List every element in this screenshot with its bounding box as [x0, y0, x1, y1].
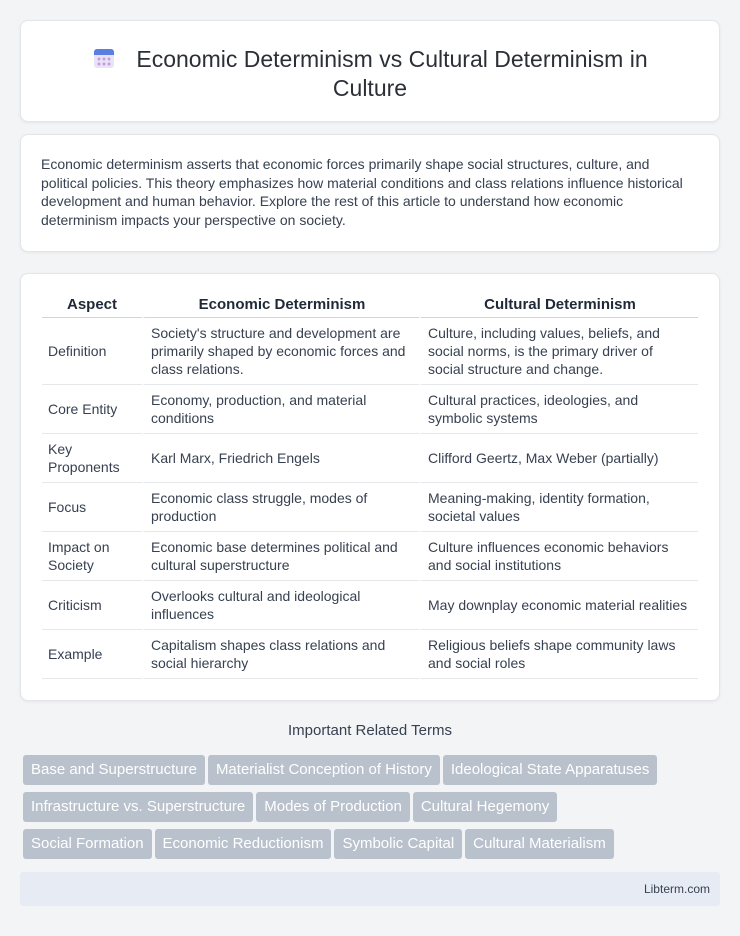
economic-cell: Economic class struggle, modes of production [142, 483, 419, 532]
economic-cell: Society's structure and development are primarily shaped by economic forces and class relations. [142, 318, 419, 385]
economic-cell: Capitalism shapes class relations and social hierarchy [142, 630, 419, 679]
table-row [42, 532, 698, 581]
related-term-tag[interactable]: Ideological State Apparatuses [443, 755, 657, 785]
aspect-cell: Example [42, 630, 142, 679]
cultural-cell: Cultural practices, ideologies, and symbolic systems [419, 385, 698, 434]
cultural-cell: May downplay economic material realities [419, 581, 698, 630]
related-term-tag[interactable]: Materialist Conception of History [208, 755, 440, 785]
cultural-cell: Clifford Geertz, Max Weber (partially) [419, 434, 698, 483]
related-terms-title: Important Related Terms [288, 722, 452, 739]
tag-row [23, 755, 723, 792]
table-row [42, 483, 698, 532]
related-term-tag[interactable]: Cultural Hegemony [413, 792, 557, 822]
related-term-tag[interactable]: Modes of Production [256, 792, 410, 822]
table-row [42, 385, 698, 434]
economic-cell: Karl Marx, Friedrich Engels [142, 434, 419, 483]
aspect-cell: Criticism [42, 581, 142, 630]
economic-cell: Economy, production, and material conditions [142, 385, 419, 434]
aspect-cell: Core Entity [42, 385, 142, 434]
comparison-table-card [20, 273, 720, 701]
table-row [42, 434, 698, 483]
table-row [42, 318, 698, 385]
related-term-tag[interactable]: Base and Superstructure [23, 755, 205, 785]
tag-row [23, 829, 723, 866]
title-card [20, 20, 720, 122]
economic-cell: Overlooks cultural and ideological influences [142, 581, 419, 630]
intro-paragraph: Economic determinism asserts that economic forces primarily shape social structures, culture, and political policies. This theory emphasizes how material conditions and class relations influence historical development and human behavior. Explore the rest of this article to understand how economic determinism impacts your perspective on society. [41, 156, 683, 228]
related-term-tag[interactable]: Economic Reductionism [155, 829, 332, 859]
cultural-cell: Religious beliefs shape community laws and social roles [419, 630, 698, 679]
related-term-tag[interactable]: Social Formation [23, 829, 152, 859]
header-aspect: Aspect [42, 296, 142, 318]
tag-row [23, 792, 723, 829]
table-row [42, 630, 698, 679]
page-title: Economic Determinism vs Cultural Determinism in Culture [136, 46, 648, 101]
related-term-tag[interactable]: Symbolic Capital [334, 829, 462, 859]
aspect-cell: Focus [42, 483, 142, 532]
footer [20, 872, 720, 906]
header-cultural: Cultural Determinism [419, 296, 698, 318]
cultural-cell: Culture influences economic behaviors and social institutions [419, 532, 698, 581]
intro-card [20, 134, 720, 252]
aspect-cell: Key Proponents [42, 434, 142, 483]
page-title-wrap [21, 45, 719, 103]
footer-site-link[interactable]: Libterm.com [643, 882, 710, 896]
header-economic: Economic Determinism [142, 296, 419, 318]
related-term-tag[interactable]: Cultural Materialism [465, 829, 614, 859]
aspect-cell: Definition [42, 318, 142, 385]
comparison-table [42, 296, 698, 679]
economic-cell: Economic base determines political and cultural superstructure [142, 532, 419, 581]
aspect-cell: Impact on Society [42, 532, 142, 581]
calendar-icon [92, 46, 116, 70]
related-term-tag[interactable]: Infrastructure vs. Superstructure [23, 792, 253, 822]
cultural-cell: Meaning-making, identity formation, societal values [419, 483, 698, 532]
table-row [42, 581, 698, 630]
cultural-cell: Culture, including values, beliefs, and social norms, is the primary driver of social structure and change. [419, 318, 698, 385]
related-terms-list [23, 755, 723, 866]
